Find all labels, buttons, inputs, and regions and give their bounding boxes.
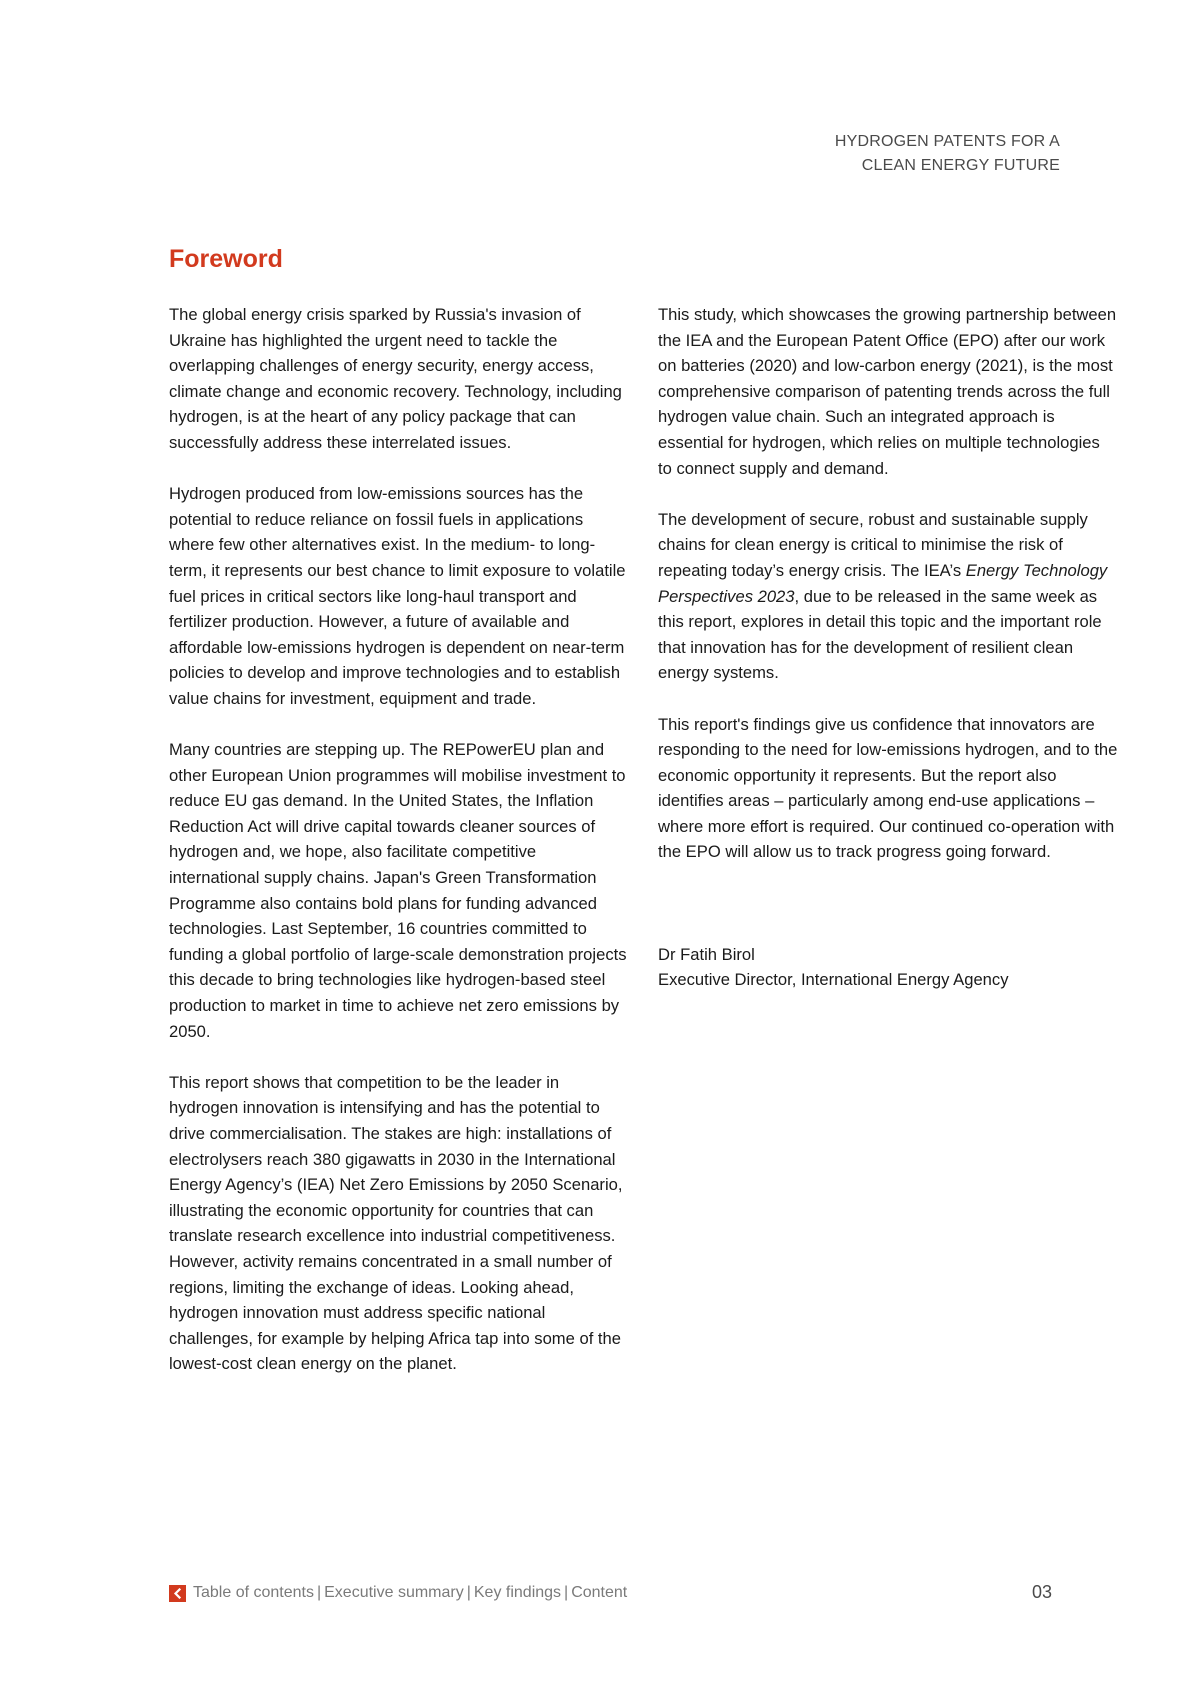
signatory-name: Dr Fatih Birol	[658, 944, 755, 964]
footer-separator: |	[564, 1584, 569, 1601]
page-title: Foreword	[169, 245, 283, 273]
running-header-line-2: CLEAN ENERGY FUTURE	[861, 157, 1060, 174]
signatory-role: Executive Director, International Energy Agency	[658, 970, 1009, 990]
supply-chains-text-start: The development of secure, robust and sustainable supply chains for clean energy is critical to minimise the risk of repeating today’s energy crisis. The IEA’s	[658, 509, 1088, 580]
paragraph-study-partnership: This study, which showcases the growing partnership between the IEA and the European Patent Office (EPO) after our work on batteries (2020) and low-carbon energy (2021), is the most comprehensive comparison of patenting trends across the full hydrogen value chain. Such an integrated approach is essential for hydrogen, which relies on multiple technologies to connect supply and demand.	[658, 305, 1117, 478]
footer-navigation	[169, 1582, 627, 1604]
page-number: 03	[1031, 1582, 1052, 1602]
running-header-line-1: HYDROGEN PATENTS FOR A	[834, 133, 1060, 150]
footer-separator: |	[466, 1584, 471, 1601]
right-column	[658, 302, 1118, 993]
paragraph-countries-stepping-up: Many countries are stepping up. The REPowerEU plan and other European Union programmes will mobilise investment to reduce EU gas demand. In the United States, the Inflation Reduction Act will drive capital towards cleaner sources of hydrogen and, we hope, also facilitate competitive international supply chains. Japan's Green Transformation Programme also contains bold plans for funding advanced technologies. Last September, 16 countries committed to funding a global portfolio of large-scale demonstration projects this decade to bring technologies like hydrogen-based steel production to market in time to achieve net zero emissions by 2050.	[169, 740, 627, 1041]
paragraph-energy-crisis: The global energy crisis sparked by Russia's invasion of Ukraine has highlighted the urgent need to tackle the overlapping challenges of energy security, energy access, climate change and economic recovery. Technology, including hydrogen, is at the heart of any policy package that can successfully address these interrelated issues.	[169, 305, 622, 452]
paragraph-supply-chains	[658, 507, 1118, 686]
footer-link-key-findings[interactable]: Key findings	[473, 1584, 562, 1601]
footer-link-table-of-contents[interactable]: Table of contents	[193, 1584, 314, 1601]
paragraph-low-emissions-hydrogen: Hydrogen produced from low-emissions sources has the potential to reduce reliance on fossil fuels in applications where few other alternatives exist. In the medium- to long-term, it represents our best chance to limit exposure to volatile fuel prices in critical sectors like long-haul transport and fertilizer production. However, a future of available and affordable low-emissions hydrogen is dependent on near-term policies to develop and improve technologies and to establish value chains for investment, equipment and trade.	[169, 484, 626, 708]
etp-2023-title: Energy Technology Perspectives 2023	[658, 560, 1108, 606]
supply-chains-text-end: , due to be released in the same week as this report, explores in detail this topic and the important role that innovation has for the development of resilient clean energy systems.	[658, 586, 1102, 683]
footer-separator: |	[316, 1584, 322, 1601]
chevron-left-icon[interactable]	[169, 1585, 186, 1602]
left-column	[169, 302, 629, 1403]
footer-link-executive-summary[interactable]: Executive summary	[324, 1584, 464, 1601]
signature-block	[658, 942, 1118, 993]
paragraph-findings: This report's findings give us confidence that innovators are responding to the need for low-emissions hydrogen, and to the economic opportunity it represents. But the report also identifies areas – particularly among end-use applications – where more effort is required. Our continued co-operation with the EPO will allow us to track progress going forward.	[658, 714, 1118, 862]
running-header	[835, 130, 1060, 178]
paragraph-competition: This report shows that competition to be the leader in hydrogen innovation is intensifying and has the potential to drive commercialisation. The stakes are high: installations of electrolysers reach 380 gigawatts in 2030 in the International Energy Agency’s (IEA) Net Zero Emissions by 2050 Scenario, illustrating the economic opportunity for countries that can translate research excellence into industrial competitiveness. However, activity remains concentrated in a small number of regions, limiting the exchange of ideas. Looking ahead, hydrogen innovation must address specific national challenges, for example by helping Africa tap into some of the lowest-cost clean energy on the planet.	[169, 1072, 623, 1374]
footer-link-content[interactable]: Content	[571, 1584, 628, 1601]
